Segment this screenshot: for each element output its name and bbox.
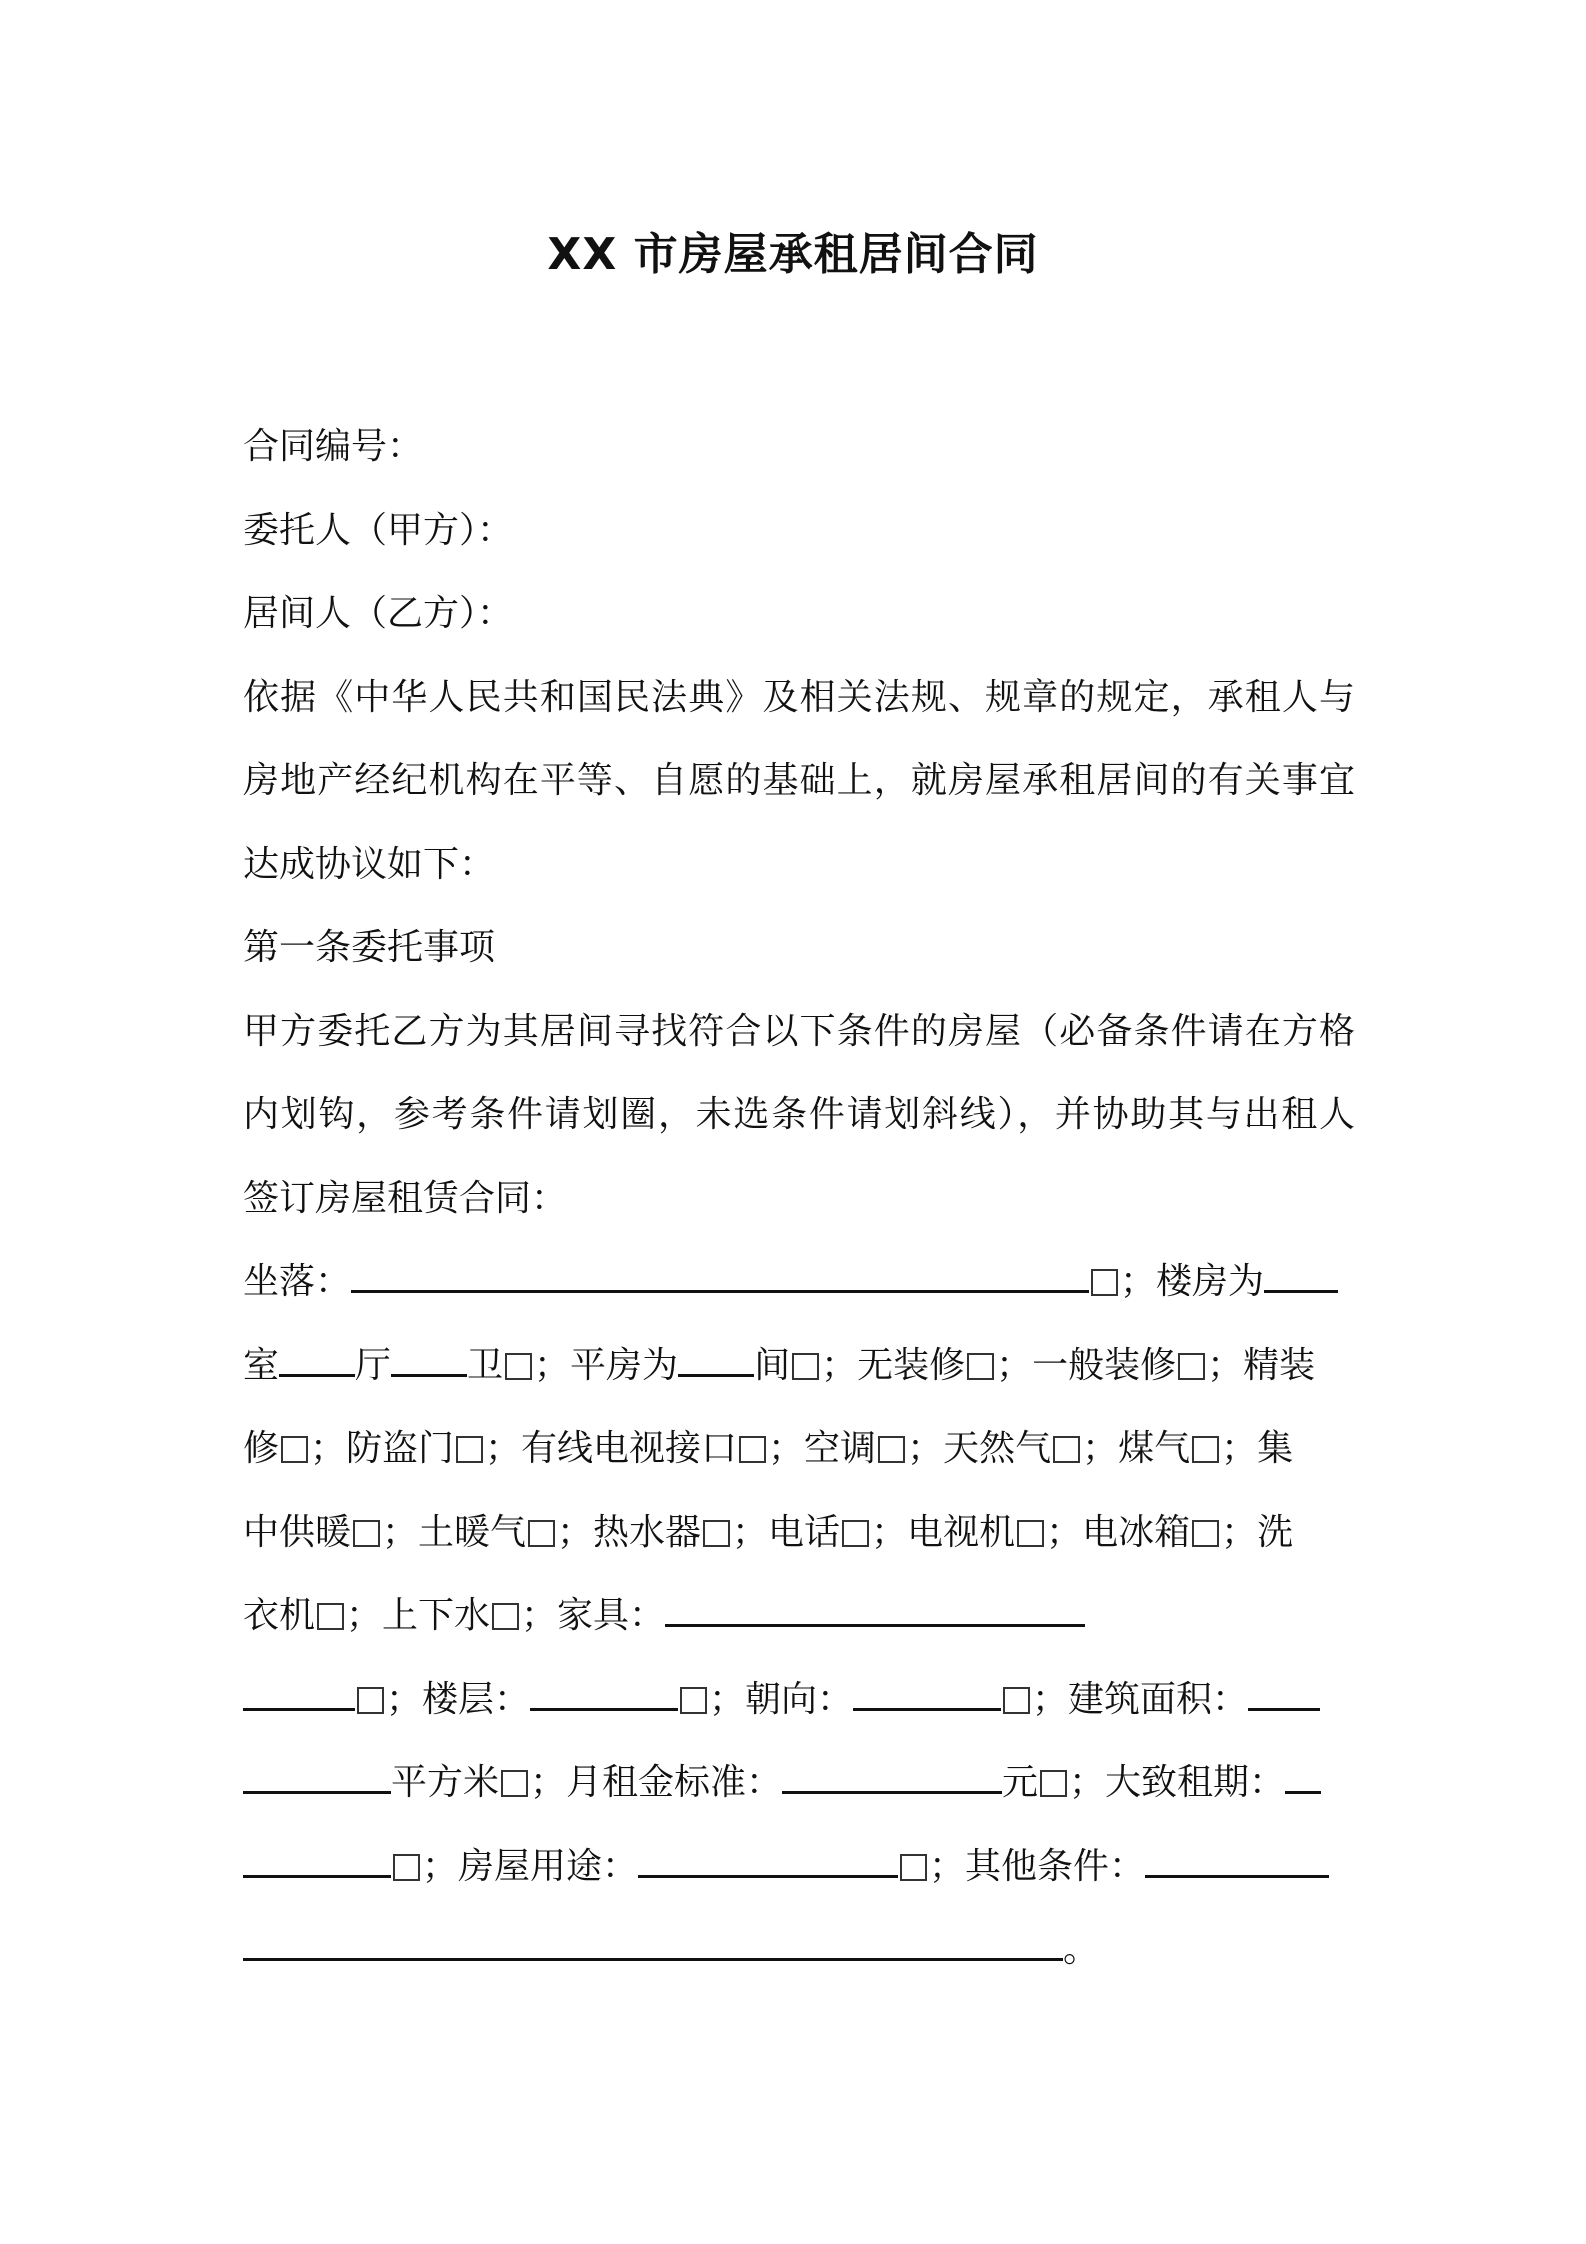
article-1-intro-line: 签订房屋租赁合同： [243, 1177, 568, 1219]
other-blank[interactable] [1145, 1831, 1329, 1878]
furniture-blank[interactable] [665, 1580, 1085, 1627]
telephone-label: ；电话 [732, 1511, 841, 1553]
refrigerator-label: ；电冰箱 [1046, 1511, 1191, 1553]
area-unit-label: 平方米 [391, 1762, 500, 1803]
bungalow-rooms-blank[interactable] [678, 1330, 754, 1377]
use-checkbox[interactable] [900, 1854, 927, 1881]
general-decoration-label: ；一般装修 [996, 1344, 1177, 1386]
furniture-checkbox[interactable] [357, 1687, 384, 1714]
use-label: ；房屋用途： [422, 1845, 639, 1887]
security-door-label: ；防盗门 [310, 1428, 455, 1469]
article-1-intro-line: 甲方委托乙方为其居间寻找符合以下条件的房屋（必备条件请在方格 [243, 1010, 1355, 1052]
orientation-blank[interactable] [853, 1664, 1001, 1711]
end-mark: 。 [1063, 1929, 1100, 1970]
water-heater-label: ；热水器 [557, 1511, 702, 1553]
natural-gas-label: ；天然气 [907, 1428, 1052, 1469]
conditions-line [243, 1658, 1355, 1742]
floor-label: ；楼层： [386, 1678, 531, 1720]
conditions-line [243, 1741, 1355, 1825]
building-rooms-blank[interactable] [1264, 1246, 1338, 1293]
term-label: ；大致租期： [1069, 1762, 1286, 1803]
conditions-line [243, 1491, 1355, 1575]
contract-number-field: 合同编号： [243, 426, 424, 467]
article-1-heading: 第一条委托事项 [243, 927, 496, 968]
orientation-label: ；朝向： [709, 1678, 854, 1720]
fine-decoration-label: 修 [243, 1428, 280, 1469]
refrigerator-checkbox[interactable] [1192, 1520, 1219, 1547]
location-checkbox[interactable] [1091, 1269, 1118, 1296]
bungalow-label: ；平房为 [534, 1344, 679, 1386]
bath-label: 卫 [467, 1344, 504, 1386]
water-heater-checkbox[interactable] [703, 1520, 730, 1547]
tv-set-checkbox[interactable] [1017, 1520, 1044, 1547]
bungalow-checkbox[interactable] [792, 1353, 819, 1380]
local-heating-label: ；土暖气 [382, 1511, 527, 1553]
use-blank[interactable] [638, 1831, 898, 1878]
rent-unit-label: 元 [1002, 1762, 1039, 1803]
article-1-intro-line: 内划钩，参考条件请划圈，未选条件请划斜线），并协助其与出租人 [243, 1094, 1355, 1135]
floor-blank[interactable] [530, 1664, 678, 1711]
tv-set-label: ；电视机 [871, 1511, 1016, 1553]
other-label: ；其他条件： [929, 1845, 1146, 1887]
term-blank[interactable] [1285, 1747, 1321, 1794]
no-decoration-label: ；无装修 [821, 1344, 966, 1386]
conditions-line [243, 1407, 1355, 1491]
security-door-checkbox[interactable] [456, 1436, 483, 1463]
rent-blank[interactable] [782, 1747, 1002, 1794]
bath-count-blank[interactable] [391, 1330, 467, 1377]
fine-decoration-label: ；精装 [1207, 1344, 1316, 1386]
local-heating-checkbox[interactable] [528, 1520, 555, 1547]
plumbing-label: ；上下水 [346, 1595, 491, 1636]
coal-gas-label: ；煤气 [1082, 1428, 1191, 1469]
air-conditioner-checkbox[interactable] [878, 1436, 905, 1463]
broker-field: 居间人（乙方）： [243, 593, 514, 634]
area-checkbox[interactable] [501, 1770, 528, 1797]
central-heating-checkbox[interactable] [353, 1520, 380, 1547]
conditions-line [243, 1574, 1355, 1658]
conditions-line [243, 1324, 1355, 1408]
furniture-blank-continued[interactable] [243, 1664, 355, 1711]
building-label: ；楼房为 [1120, 1261, 1265, 1302]
washer-checkbox[interactable] [317, 1603, 344, 1630]
contract-body [243, 405, 1355, 1992]
term-blank-continued[interactable] [243, 1831, 391, 1878]
other-blank-continued[interactable] [243, 1914, 1063, 1961]
plumbing-checkbox[interactable] [492, 1603, 519, 1630]
preamble-line: 达成协议如下： [243, 843, 496, 885]
washer-label: ；洗 [1221, 1511, 1294, 1553]
preamble-line: 房地产经纪机构在平等、自愿的基础上，就房屋承租居间的有关事宜 [243, 760, 1355, 801]
hall-label: 厅 [355, 1344, 392, 1386]
telephone-checkbox[interactable] [842, 1520, 869, 1547]
term-checkbox[interactable] [393, 1854, 420, 1881]
natural-gas-checkbox[interactable] [1053, 1436, 1080, 1463]
cable-tv-checkbox[interactable] [739, 1436, 766, 1463]
hall-count-blank[interactable] [279, 1330, 355, 1377]
no-decoration-checkbox[interactable] [967, 1353, 994, 1380]
furniture-label: ；家具： [521, 1595, 666, 1636]
rent-label: ；月租金标准： [530, 1762, 783, 1803]
air-conditioner-label: ；空调 [768, 1428, 877, 1469]
conditions-line [243, 1908, 1355, 1992]
floor-checkbox[interactable] [680, 1687, 707, 1714]
document-title: XX 市房屋承租居间合同 [547, 229, 1039, 280]
client-field: 委托人（甲方）： [243, 509, 514, 551]
fine-decoration-checkbox[interactable] [281, 1436, 308, 1463]
area-label: ；建筑面积： [1032, 1678, 1249, 1720]
rent-checkbox[interactable] [1040, 1770, 1067, 1797]
location-blank[interactable] [351, 1246, 1089, 1293]
orientation-checkbox[interactable] [1003, 1687, 1030, 1714]
central-heating-label: 中供暖 [243, 1511, 352, 1553]
general-decoration-checkbox[interactable] [1178, 1353, 1205, 1380]
location-label: 坐落： [243, 1261, 352, 1302]
cable-tv-label: ；有线电视接口 [485, 1428, 738, 1469]
preamble-line: 依据《中华人民共和国民法典》及相关法规、规章的规定，承租人与 [243, 676, 1355, 718]
rooms-unit-label: 间 [754, 1344, 791, 1386]
washer-label: 衣机 [243, 1595, 316, 1636]
room-label: 室 [243, 1344, 280, 1386]
building-checkbox[interactable] [505, 1353, 532, 1380]
area-blank-continued[interactable] [243, 1747, 391, 1794]
conditions-line [243, 1240, 1355, 1324]
area-blank[interactable] [1248, 1664, 1320, 1711]
conditions-line [243, 1825, 1355, 1909]
central-heating-label: ；集 [1221, 1428, 1294, 1469]
coal-gas-checkbox[interactable] [1192, 1436, 1219, 1463]
